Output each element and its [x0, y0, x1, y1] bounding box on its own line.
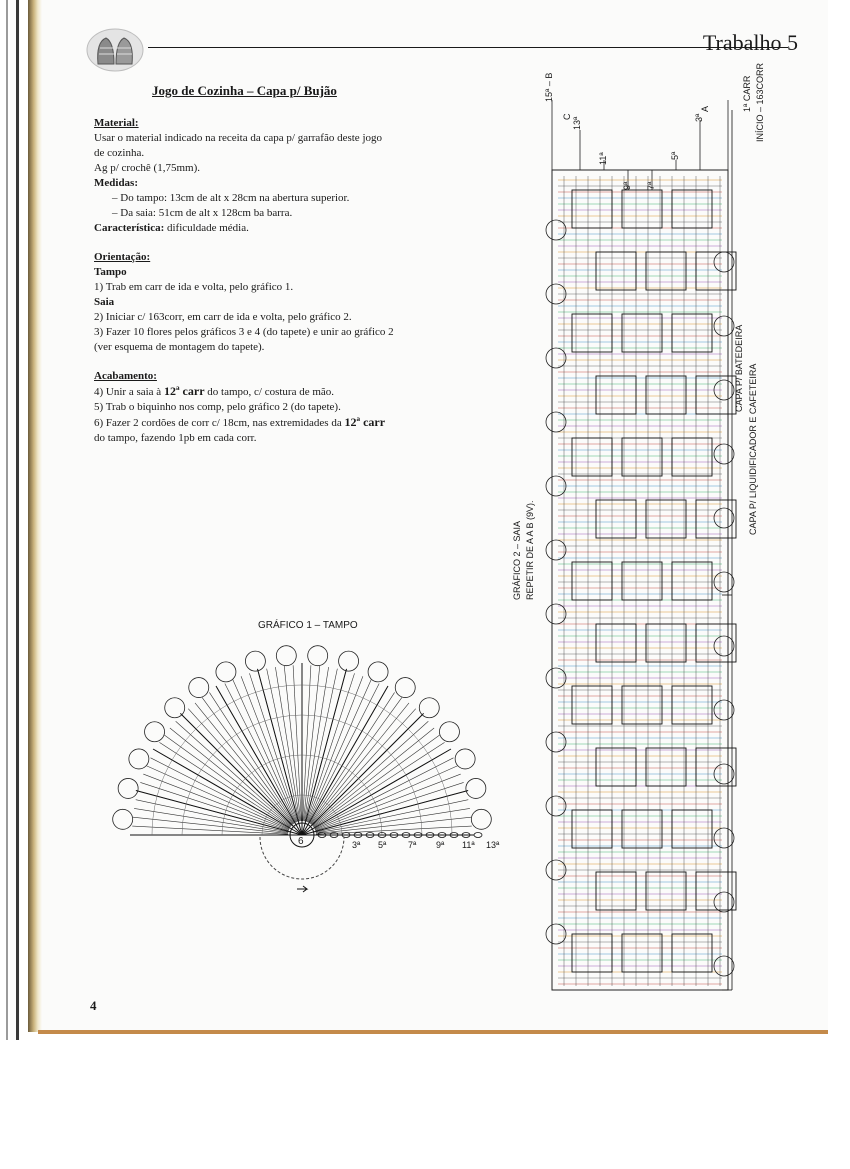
medidas-heading: Medidas: — [94, 177, 138, 189]
chart2-block — [596, 500, 636, 538]
chart2-block — [572, 686, 612, 724]
chart1-row-label: 13ª — [486, 840, 500, 850]
orientacao-heading: Orientação: — [94, 251, 151, 263]
chart1-shell — [276, 646, 296, 666]
text-run: 4) Unir a saia à — [94, 386, 164, 398]
tampo-step: 1) Trab em carr de ida e volta, pelo gráfico 1. — [94, 281, 294, 293]
pattern-title: Jogo de Cozinha – Capa p/ Bujão — [152, 83, 337, 98]
chart2-shell — [546, 732, 566, 752]
chart2-block — [672, 686, 712, 724]
chart1-shell — [129, 749, 149, 769]
chart2-shell — [546, 348, 566, 368]
section-title: Trabalho 5 — [702, 30, 798, 55]
crochet-covers-logo-icon — [86, 28, 144, 72]
chart2-shell — [714, 252, 734, 272]
chart2-shell — [714, 892, 734, 912]
chart1-shell — [308, 646, 328, 666]
margin-line — [6, 0, 8, 1040]
acabamento-step-4 — [94, 384, 444, 400]
acabamento-heading: Acabamento: — [94, 370, 157, 382]
chart1-shell — [419, 698, 439, 718]
chart1-shell — [466, 778, 486, 798]
material-heading: Material: — [94, 117, 139, 129]
chart2-shell — [714, 636, 734, 656]
chart2-repeat-note: REPETIR DE A A B (9V). — [525, 500, 535, 600]
material-line: Ag p/ crochê (1,75mm). — [94, 162, 200, 174]
chart2-shell — [714, 316, 734, 336]
page-binding-shadow — [28, 0, 42, 1032]
chart1-shell — [118, 778, 138, 798]
chart2-block — [646, 872, 686, 910]
chart1-shell — [245, 651, 265, 671]
tampo-heading: Tampo — [94, 266, 127, 278]
caracteristica-value: dificuldade média. — [164, 222, 249, 234]
chart1-shell — [439, 722, 459, 742]
saia-heading: Saia — [94, 296, 115, 308]
saia-step: (ver esquema de montagem do tapete). — [94, 341, 265, 353]
chart1-stitch-line — [313, 735, 439, 827]
chart2-shell — [714, 700, 734, 720]
chart2-liquidificador-label: CAPA P/ LIQUIDIFICADOR E CAFETEIRA — [748, 363, 758, 535]
chart2-row-label: 7ª — [646, 181, 656, 190]
chart1-row-label: 7ª — [408, 840, 417, 850]
chart2-boundary — [552, 170, 728, 990]
page-bottom-edge — [38, 1030, 828, 1034]
chart2-row-label: 13ª — [572, 116, 582, 130]
text-run-bold: 12ª carr — [163, 384, 205, 398]
page-number: 4 — [90, 998, 97, 1013]
chart1-shell — [216, 662, 236, 682]
chart2-row-label: 3ª — [694, 113, 704, 122]
chart2-block — [672, 314, 712, 352]
caracteristica-label: Característica: — [94, 222, 165, 234]
chart1-shell — [471, 809, 491, 829]
chart1-direction-arrow-icon — [297, 886, 307, 892]
chart1-stitch-line — [164, 735, 290, 827]
chart2-title: GRÁFICO 2 – SAIA — [512, 520, 522, 600]
chart1-stitch-line — [310, 697, 402, 823]
chart2-shell — [546, 924, 566, 944]
chart2-shell — [546, 604, 566, 624]
chart1-row-label: 3ª — [352, 840, 361, 850]
chart2-block — [622, 314, 662, 352]
chart2-marker-a: A — [700, 105, 710, 112]
chart2-row-label: 5ª — [670, 151, 680, 160]
chart1-stitch-line — [202, 697, 294, 823]
text-run: do tampo, c/ costura de mão. — [204, 386, 335, 398]
chart1-row-label: 5ª — [378, 840, 387, 850]
chart2-shell — [546, 412, 566, 432]
chart2-stitch-diagram — [542, 80, 742, 1000]
chart2-block — [572, 314, 612, 352]
chart2-shell — [546, 220, 566, 240]
chart2-marker-b: 15ª – B — [544, 72, 554, 102]
chart2-row-label: 11ª — [598, 152, 608, 165]
chart2-block — [696, 872, 736, 910]
chart1-center-label: 6 — [298, 836, 304, 847]
chart1-stitch-line — [312, 721, 428, 825]
chart2-marker-c: C — [562, 113, 572, 120]
acabamento-step-6 — [94, 415, 444, 431]
header-rule — [148, 47, 788, 48]
chart2-block — [696, 500, 736, 538]
acabamento-step-5: 5) Trab o biquinho nos comp, pelo gráfico 2 (do tapete). — [94, 401, 341, 413]
chart2-first-row-label: 1ª CARR — [742, 75, 752, 112]
saia-step: 3) Fazer 10 flores pelos gráficos 3 e 4 (do tapete) e unir ao gráfico 2 — [94, 326, 394, 338]
chart1-stitch-line — [176, 721, 292, 825]
chart2-shell — [714, 828, 734, 848]
acabamento-step-6-cont: do tampo, fazendo 1pb em cada corr. — [94, 432, 257, 444]
material-line: Usar o material indicado na receita da capa p/ garrafão deste jogo — [94, 132, 382, 144]
chart1-row-label: 11ª — [462, 840, 475, 850]
chart1-sector-divider — [302, 686, 388, 835]
chart1-shell — [339, 651, 359, 671]
chart2-shell — [546, 796, 566, 816]
chart1-row-label: 9ª — [436, 840, 445, 850]
chart1-chain-stitch — [474, 833, 482, 838]
chart1-shell — [113, 809, 133, 829]
chart1-shell — [455, 749, 475, 769]
material-line: de cozinha. — [94, 147, 145, 159]
chart1-stitch-line — [311, 709, 415, 825]
chart2-shell — [714, 444, 734, 464]
chart1-stitch-line — [188, 709, 292, 825]
medidas-line: – Do tampo: 13cm de alt x 28cm na abertura superior. — [112, 192, 350, 204]
chart2-block — [646, 500, 686, 538]
chart2-start-label: INÍCIO – 163CORR — [755, 62, 765, 142]
chart1-semicircle-diagram — [92, 630, 512, 920]
chart1-shell — [368, 662, 388, 682]
text-run: 6) Fazer 2 cordões de corr c/ 18cm, nas extremidades da — [94, 417, 345, 429]
pattern-instructions — [94, 116, 444, 446]
text-run-bold: 12ª carr — [344, 415, 386, 429]
medidas-line: – Da saia: 51cm de alt x 128cm ba barra. — [112, 207, 293, 219]
chart1-shell — [189, 678, 209, 698]
chart1-sector-divider — [153, 749, 302, 835]
chart1-title: GRÁFICO 1 – TAMPO — [258, 620, 358, 631]
chart1-sector-divider — [302, 749, 451, 835]
chart1-shell — [395, 678, 415, 698]
chart1-sector-divider — [216, 686, 302, 835]
chart1-shell — [165, 698, 185, 718]
chart1-shell — [145, 722, 165, 742]
chart2-row-label: 9ª — [622, 181, 632, 190]
chart2-block — [596, 872, 636, 910]
chart2-block — [622, 686, 662, 724]
saia-step: 2) Iniciar c/ 163corr, em carr de ida e volta, pelo gráfico 2. — [94, 311, 352, 323]
chart2-shell — [714, 508, 734, 528]
caracteristica-line — [94, 221, 444, 236]
scan-left-margin — [0, 0, 28, 1040]
chart2-shell — [546, 540, 566, 560]
binding-edge-line — [16, 0, 19, 1040]
chart2-batedeira-label: CAPA P/ BATEDEIRA — [734, 324, 744, 412]
